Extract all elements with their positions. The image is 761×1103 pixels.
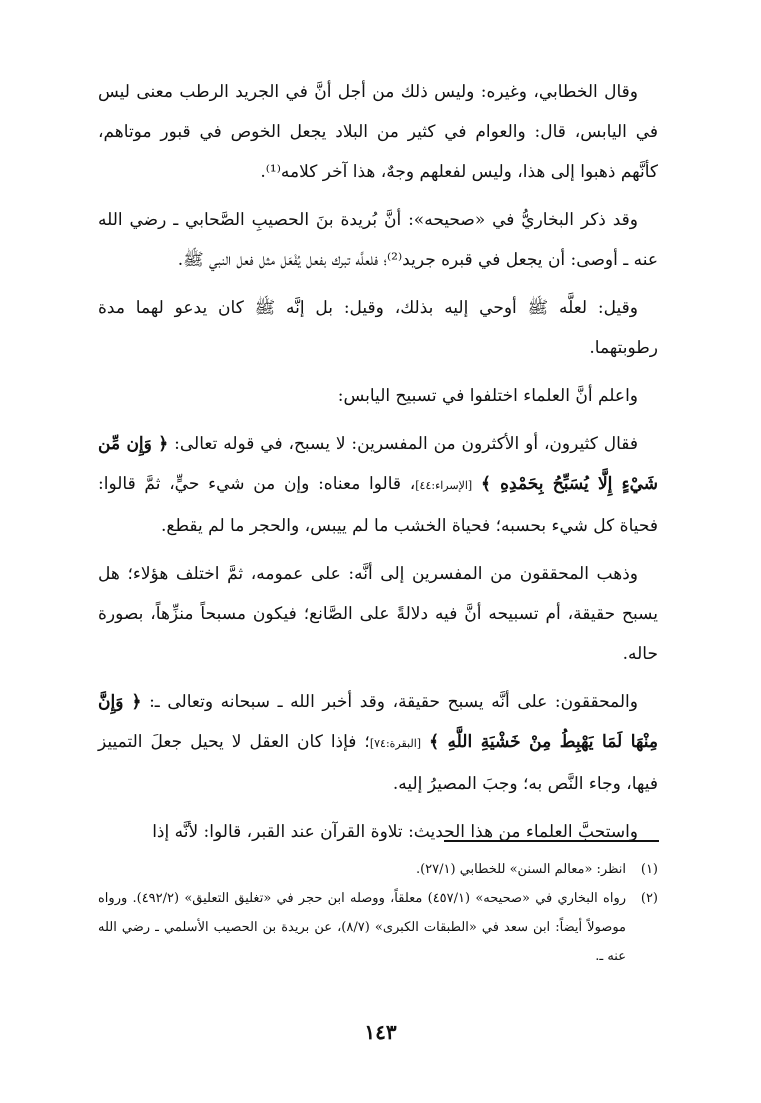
page-number: ١٤٣ [364,1020,397,1044]
footnotes [98,855,658,971]
quran-verse-isra: ﴿ وَإِن مِّن شَيْءٍ إِلَّا يُسَبِّحُ بِحَمْدِهِ ﴾ [98,434,659,494]
footnote-1-text: انظر: «معالم السنن» للخطابي (٢٧/١). [415,862,626,877]
footnote-2-number: (٢) [640,891,658,906]
footnote-1-number: (١) [640,862,658,877]
paragraph-7-text-a: والمحققون: على أنَّه يسبح حقيقة، وقد أخبر الله ـ سبحانه وتعالى ـ: [149,692,638,712]
paragraph-5 [98,424,658,546]
footnote-2-text: رواه البخاري في «صحيحه» (٤٥٧/١) معلقاً، ووصله ابن حجر في «تغليق التعليق» (٤٩٢/٢). ورواه موصولاً أيضاً: ابن سعد في «الطبقات الكبرى» (٨/٧)، عن بريدة بن الحصيب الأسلمي ـ رضي الله عنه ـ. [98,891,627,964]
paragraph-4: واعلم أنَّ العلماء اختلفوا في تسبيح اليابس: [337,386,638,406]
paragraph-5-text-a: فقال كثيرون، أو الأكثرون من المفسرين: لا يسبح، في قوله تعالى: [174,434,638,454]
paragraph-5-text-b: ، قالوا معناه: وإن من شيء حيٍّ، ثمَّ قالوا: فحياة كل شيء بحسبه؛ فحياة الخشب ما لم ييبس، والحجر ما لم يقطع. [98,474,658,536]
main-text [98,72,658,860]
paragraph-7 [98,682,658,804]
footnote-1 [98,855,658,884]
footnote-2 [98,884,658,971]
footnote-divider [444,840,659,842]
paragraph-6: وذهب المحققون من المفسرين إلى أنَّه: على عمومه، ثمَّ اختلف هؤلاء؛ هل يسبح حقيقة، أم تسبيحه أنَّ فيه دلالةً على الصَّانع؛ فيكون مسبحاً منزِّهاً، بصورة حاله. [98,564,658,664]
paragraph-2: وقد ذكر البخاريُّ في «صحيحه»: أنَّ بُريدة بنَ الحصيبِ الصَّحابي ـ رضي الله عنه ـ أوصى: أن يجعل في قبره جريد⁽²⁾؛ فلعلَّه تبرك بفعل يُفْعَل مثل فعل النبي ﷺ. [98,210,658,270]
quran-verse-baqara: ﴿ وَإِنَّ مِنْهَا لَمَا يَهْبِطُ مِنْ خَشْيَةِ اللَّهِ ﴾ [98,692,659,752]
quran-ref-isra: [الإسراء:٤٤] [415,479,473,492]
paragraph-8: واستحبَّ العلماء من هذا الحديث: تلاوة القرآن عند القبر، قالوا: لأنَّه إذا [152,822,638,842]
paragraph-1: وقال الخطابي، وغيره: وليس ذلك من أجل أنَّ في الجريد الرطب معنى ليس في اليابس، قال: والعوام في كثير من البلاد يجعل الخوص في قبور موتاهم، كأنَّهم ذهبوا إلى هذا، وليس لفعلهم وجهٌ، هذا آخر كلامه⁽¹⁾. [98,82,658,182]
paragraph-7-text-b: ؛ فإذا كان العقل لا يحيل جعلَ التمييز فيها، وجاء النَّص به؛ وجبَ المصيرُ إليه. [98,732,658,794]
paragraph-3: وقيل: لعلَّه ﷺ أوحي إليه بذلك، وقيل: بل إنَّه ﷺ كان يدعو لهما مدة رطوبتهما. [98,298,658,358]
quran-ref-baqara: [البقرة:٧٤] [369,737,422,750]
